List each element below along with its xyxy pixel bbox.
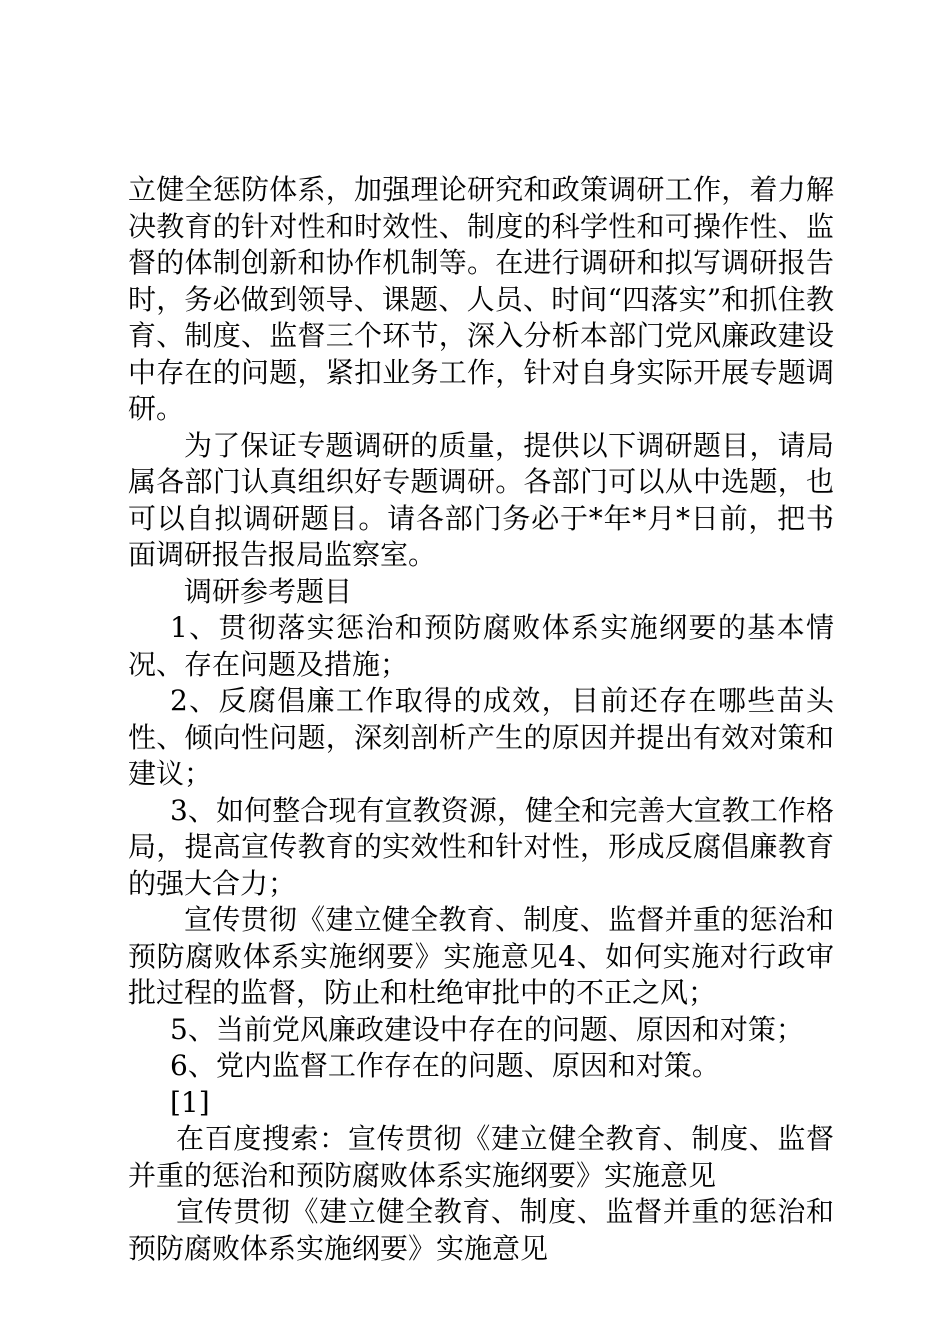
document-title-repeat: 宣传贯彻《建立健全教育、制度、监督并重的惩治和预防腐败体系实施纲要》实施意见 [128, 1195, 834, 1265]
topic-item-1: 1、贯彻落实惩治和预防腐败体系实施纲要的基本情况、存在问题及措施； [128, 611, 834, 681]
paragraph-intro: 立健全惩防体系，加强理论研究和政策调研工作，着力解决教育的针对性和时效性、制度的科学性和可操作性、监督的体制创新和协作机制等。在进行调研和拟写调研报告时，务必做到领导、课题、人员、时间“四落实”和抓住教育、制度、监督三个环节，深入分析本部门党风廉政建设中存在的问题，紧扣业务工作，针对自身实际开展专题调研。 [128, 173, 834, 425]
topic-item-5: 5、当前党风廉政建设中存在的问题、原因和对策； [170, 1012, 804, 1046]
topic-item-4: 宣传贯彻《建立健全教育、制度、监督并重的惩治和预防腐败体系实施纲要》实施意见4、如何实施对行政审批过程的监督，防止和杜绝审批中的不正之风； [128, 903, 834, 1009]
topic-item-3: 3、如何整合现有宣教资源，健全和完善大宣教工作格局，提高宣传教育的实效性和针对性，形成反腐倡廉教育的强大合力； [128, 793, 834, 900]
topic-item-2: 2、反腐倡廉工作取得的成效，目前还存在哪些苗头性、倾向性问题，深刻剖析产生的原因并提出有效对策和建议； [128, 684, 834, 790]
section-heading: 调研参考题目 [184, 574, 353, 608]
document-body [128, 172, 834, 1267]
topic-item-6: 6、党内监督工作存在的问题、原因和对策。 [170, 1049, 720, 1082]
search-note: 在百度搜索：宣传贯彻《建立健全教育、制度、监督并重的惩治和预防腐败体系实施纲要》实施意见 [128, 1122, 834, 1192]
paragraph-quality: 为了保证专题调研的质量，提供以下调研题目，请局属各部门认真组织好专题调研。各部门可以从中选题，也可以自拟调研题目。请各部门务必于*年*月*日前，把书面调研报告报局监察室。 [128, 428, 834, 571]
footnote-marker: [1] [170, 1085, 210, 1119]
